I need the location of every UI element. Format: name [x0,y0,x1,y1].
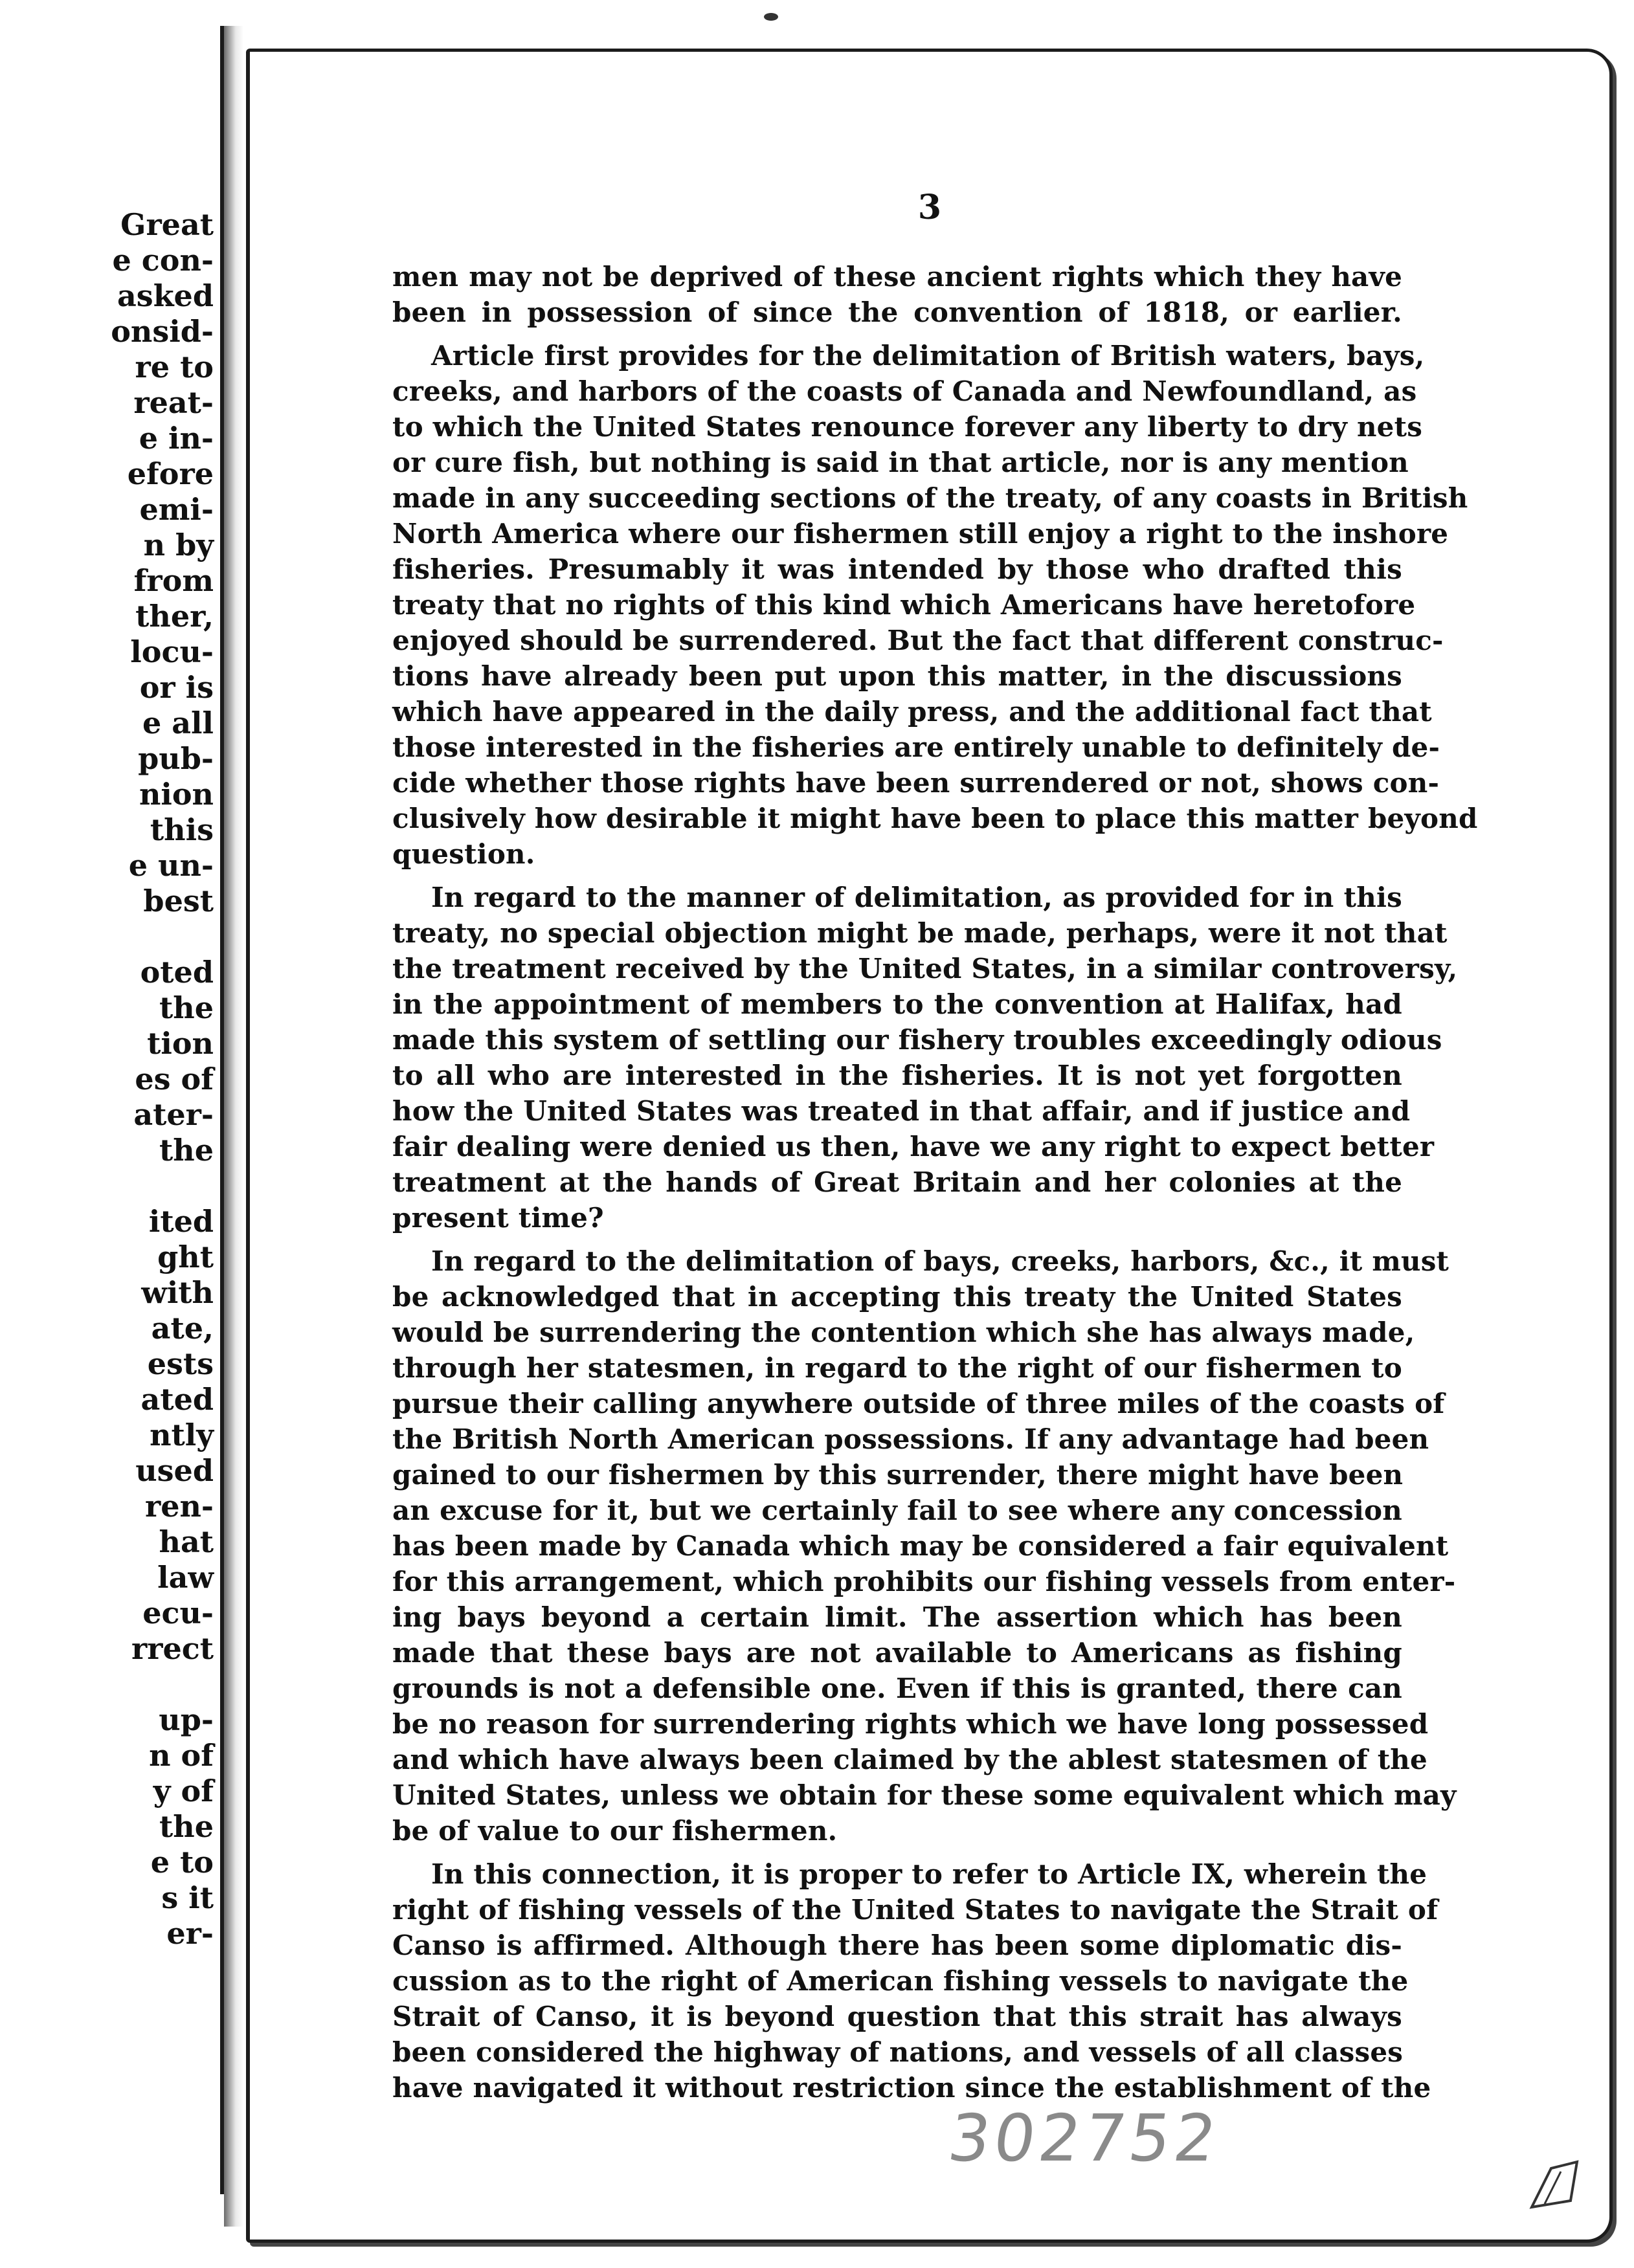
fragment-line: n of [149,1738,214,1773]
text-line: an excuse for it, but we certainly fail to see where any concession [392,1495,1402,1526]
fragment-line: ated [140,1382,214,1417]
text-line: and which have always been claimed by the ablest statesmen of the [392,1744,1427,1775]
text-line: Strait of Canso, it is beyond question that this strait has always [392,2001,1402,2032]
fragment-line: e un- [128,848,214,883]
fragment-gap [0,1168,214,1204]
text-line: pursue their calling anywhere outside of three miles of the coasts of [392,1388,1445,1419]
text-line: to all who are interested in the fisheries. It is not yet forgotten [392,1060,1402,1091]
fragment-line: the [159,1809,214,1844]
text-line: Canso is affirmed. Although there has been some diplomatic dis- [392,1929,1402,1961]
fragment-line: re to [135,350,214,384]
paragraph [392,338,1478,872]
text-line: to which the United States renounce forever any liberty to dry nets [392,411,1423,443]
fragment-gap [0,1667,214,1702]
page-corner-mark [1525,2155,1584,2214]
text-line: be acknowledged that in accepting this treaty the United States [392,1281,1402,1313]
fragment-line: ther, [135,599,214,634]
text-line: be no reason for surrendering rights which we have long possessed [392,1708,1429,1740]
fragment-gap [0,919,214,955]
previous-page-text [0,207,214,1951]
text-line: the British North American possessions. If any advantage had been [392,1423,1429,1455]
text-line: or cure fish, but nothing is said in that article, nor is any mention [392,447,1409,478]
fragment-line: used [135,1453,214,1488]
text-line: creeks, and harbors of the coasts of Canada and Newfoundland, as [392,375,1417,407]
text-line: cussion as to the right of American fishing vessels to navigate the [392,1965,1409,1997]
fragment-line: e to [150,1845,214,1880]
fragment-line: reat- [133,385,214,420]
scan-speck [764,13,778,21]
fragment-line: best [143,884,214,918]
paragraph [392,880,1458,1236]
text-line: treaty that no rights of this kind which Americans have heretofore [392,589,1416,621]
fragment-line: emi- [139,492,214,527]
fragment-line: with [141,1275,214,1310]
handwritten-catalog-number: 302752 [943,2100,1225,2176]
fragment-line: or is [139,670,214,705]
fragment-line: ate, [151,1311,214,1346]
fragment-line: er- [166,1916,214,1951]
fragment-line: ren- [144,1489,214,1524]
fragment-line: ests [147,1346,214,1381]
text-line: clusively how desirable it might have been to place this matter beyond [392,803,1478,834]
text-line: fisheries. Presumably it was intended by those who drafted this [392,553,1402,585]
fragment-line: Great [120,207,214,242]
fragment-line: oted [140,955,214,990]
text-line: gained to our fishermen by this surrender, there might have been [392,1459,1404,1491]
fragment-line: ecu- [142,1595,214,1630]
fragment-line: y of [153,1773,214,1808]
fragment-line: rrect [131,1631,214,1666]
text-line: question. [392,838,535,870]
fragment-line: up- [159,1702,214,1737]
text-line: In regard to the delimitation of bays, creeks, harbors, &c., it must [431,1245,1449,1277]
text-line: made in any succeeding sections of the treaty, of any coasts in British [392,482,1468,514]
text-line: for this arrangement, which prohibits our fishing vessels from enter- [392,1566,1456,1597]
fragment-line: ater- [133,1097,214,1132]
text-line: In this connection, it is proper to refer to Article IX, wherein the [431,1858,1427,1890]
fragment-line: hat [159,1524,214,1559]
fragment-line: locu- [130,634,214,669]
text-line: through her statesmen, in regard to the right of our fishermen to [392,1352,1402,1384]
text-line: made this system of settling our fishery troubles exceedingly odious [392,1024,1442,1056]
fragment-line: e all [142,706,214,740]
text-line: treatment at the hands of Great Britain and her colonies at the [392,1166,1402,1198]
fragment-line: ited [148,1204,214,1239]
text-line: enjoyed should be surrendered. But the fact that different construc- [392,625,1444,656]
current-page [246,49,1613,2243]
fragment-line: n by [143,528,214,562]
text-line: the treatment received by the United States, in a similar controversy, [392,953,1458,984]
text-line: Article first provides for the delimitation of British waters, bays, [431,340,1425,372]
page-number: 3 [917,188,942,227]
text-line: has been made by Canada which may be considered a fair equivalent [392,1530,1449,1562]
fragment-line: onsid- [111,314,214,349]
fragment-line: pub- [138,741,214,776]
fragment-line: efore [127,456,214,491]
fragment-line: ght [157,1240,214,1274]
fragment-line: law [157,1560,214,1595]
paragraph [392,1243,1457,1849]
text-line: right of fishing vessels of the United States to navigate the Strait of [392,1894,1438,1926]
text-line: In regard to the manner of delimitation, as provided for in this [431,882,1402,913]
text-line: have navigated it without restriction since the establishment of the [392,2072,1431,2104]
book-gutter [224,26,243,2227]
fragment-line: tion [147,1026,214,1061]
fragment-line: asked [117,278,214,313]
fragment-line: e con- [112,243,214,278]
fragment-line: this [150,812,214,847]
fragment-line: es of [135,1062,214,1096]
fragment-line: the [159,1133,214,1168]
text-line: fair dealing were denied us then, have we any right to expect better [392,1131,1435,1162]
text-line: cide whether those rights have been surrendered or not, shows con- [392,767,1440,799]
text-line: been considered the highway of nations, and vessels of all classes [392,2036,1404,2068]
fragment-line: nion [139,777,214,812]
text-line: tions have already been put upon this matter, in the discussions [392,660,1402,692]
fragment-line: the [159,990,214,1025]
text-line: would be surrendering the contention which she has always made, [392,1317,1415,1348]
text-line: men may not be deprived of these ancient rights which they have [392,261,1402,293]
body-text [392,259,1478,2113]
text-line: treaty, no special objection might be made, perhaps, were it not that [392,917,1448,949]
text-line: how the United States was treated in that affair, and if justice and [392,1095,1411,1127]
text-line: been in possession of since the convention of 1818, or earlier. [392,296,1402,328]
paragraph [392,1856,1438,2106]
fragment-line: e in- [139,421,214,456]
paragraph [392,259,1402,330]
text-line: United States, unless we obtain for these some equivalent which may [392,1779,1457,1811]
previous-page-fragment [0,26,224,2194]
fragment-line: from [133,563,214,598]
fragment-line: s it [161,1880,214,1915]
text-line: in the appointment of members to the convention at Halifax, had [392,988,1402,1020]
text-line: which have appeared in the daily press, and the additional fact that [392,696,1432,728]
text-line: those interested in the fisheries are entirely unable to definitely de- [392,731,1440,763]
fragment-line: ntly [150,1418,214,1452]
text-line: grounds is not a defensible one. Even if this is granted, there can [392,1673,1402,1704]
text-line: North America where our fishermen still enjoy a right to the inshore [392,518,1449,550]
text-line: ing bays beyond a certain limit. The assertion which has been [392,1601,1402,1633]
text-line: made that these bays are not available to Americans as fishing [392,1637,1402,1669]
text-line: be of value to our fishermen. [392,1815,838,1847]
text-line: present time? [392,1202,604,1234]
